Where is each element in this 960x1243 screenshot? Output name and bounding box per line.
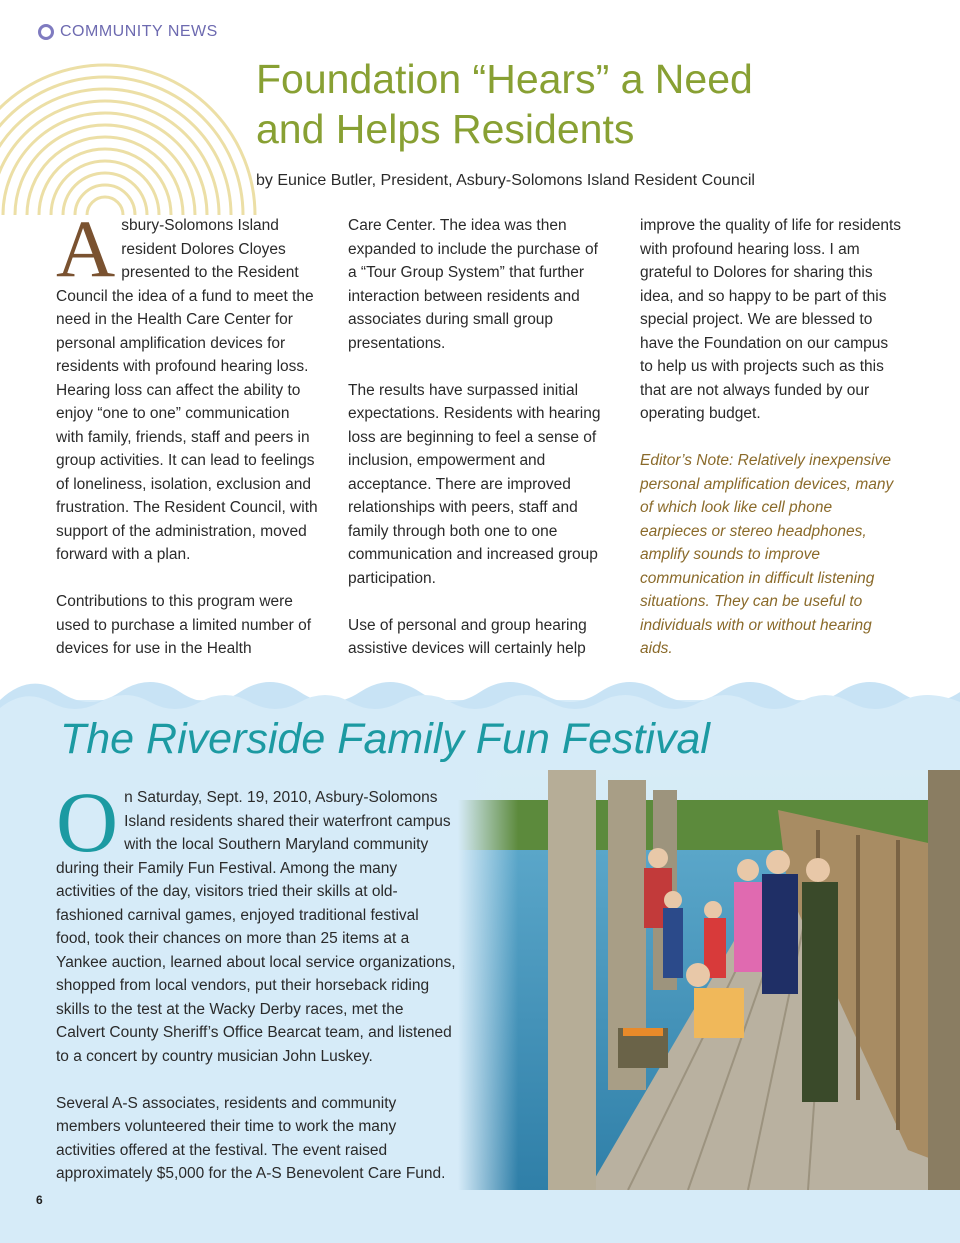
- headline: [256, 54, 816, 154]
- dropcap: O: [56, 774, 119, 870]
- paragraph-text: sbury-Solomons Island resident Dolores Cloyes presented to the Resident Council the idea of a fund to meet the need in the Health Care Center for personal amplification devices for residents with profound hearing loss. Hearing loss can affect the ability to enjoy “one to one” communication with family, friends, staff and peers in group activities. It can lead to feelings of loneliness, isolation, exclusion and frustration. The Resident Council, with support of the administration, moved forward with a plan.: [56, 217, 318, 563]
- paragraph: The results have surpassed initial expectations. Residents with hearing loss are beginning to feel a sense of inclusion, empowerment and acceptance. There are improved relationships with peers, staff and family through both one to one communication and increased group participation.: [348, 381, 601, 587]
- decorative-sound-rings: [0, 40, 260, 230]
- festival-photo: [458, 770, 960, 1190]
- byline: by Eunice Butler, President, Asbury-Solomons Island Resident Council: [256, 172, 755, 189]
- section-label-text: COMMUNITY NEWS: [60, 23, 218, 40]
- article-column-2: [348, 214, 606, 684]
- paragraph: [56, 774, 456, 1068]
- paragraph: improve the quality of life for residents with profound hearing loss. I am grateful to Dolores for sharing this idea, and so happy to be part of this special project. We are blessed to have the Foundation on our campus to help us with projects such as this that are not always funded by our operating budget.: [640, 217, 902, 422]
- editor-note: Editor’s Note: Relatively inexpensive personal amplification devices, many of which look like cell phone earpieces or stereo headphones, amplify sounds to improve communication in difficult listening situations. They can be useful to individuals with or without hearing aids.: [640, 452, 894, 657]
- festival-title: The Riverside Family Fun Festival: [60, 715, 710, 763]
- paragraph-text: n Saturday, Sept. 19, 2010, Asbury-Solomons Island residents shared their waterfront campus with the local Southern Maryland community during their Family Fun Festival. Among the many activities of the day, visitors tried their skills at old-fashioned carnival games, enjoyed traditional festival food, took their chances on more than 25 items at a Yankee auction, learned about local service organizations, shopped from local vendors, put their horseback riding skills to the test at the Wacky Derby races, met the Calvert County Sheriff’s Office Bearcat team, and listened to a concert by country musician John Luskey.: [56, 789, 456, 1065]
- paragraph: [56, 203, 318, 567]
- decorative-waves: [0, 662, 960, 722]
- paragraph: Use of personal and group hearing assistive devices will certainly help: [348, 616, 587, 657]
- headline-line-1: Foundation “Hears” a Need: [256, 56, 753, 102]
- paragraph: Contributions to this program were used to purchase a limited number of devices for use in the Health: [56, 593, 312, 657]
- festival-article: [56, 774, 456, 1209]
- paragraph: Several A-S associates, residents and community members volunteered their time to work the many activities offered at the festival. The event raised approximately $5,000 for the A-S Benevolent Care Fund.: [56, 1094, 446, 1182]
- article-column-3: [640, 214, 902, 684]
- article-column-1: [56, 203, 318, 684]
- section-label: [38, 20, 218, 44]
- circle-icon: [38, 24, 54, 40]
- paragraph: Care Center. The idea was then expanded to include the purchase of a “Tour Group System” that further interaction between residents and associates during small group presentations.: [348, 217, 598, 352]
- page-number: 6: [36, 1193, 43, 1207]
- dropcap: A: [56, 203, 116, 294]
- headline-line-2: and Helps Residents: [256, 106, 635, 152]
